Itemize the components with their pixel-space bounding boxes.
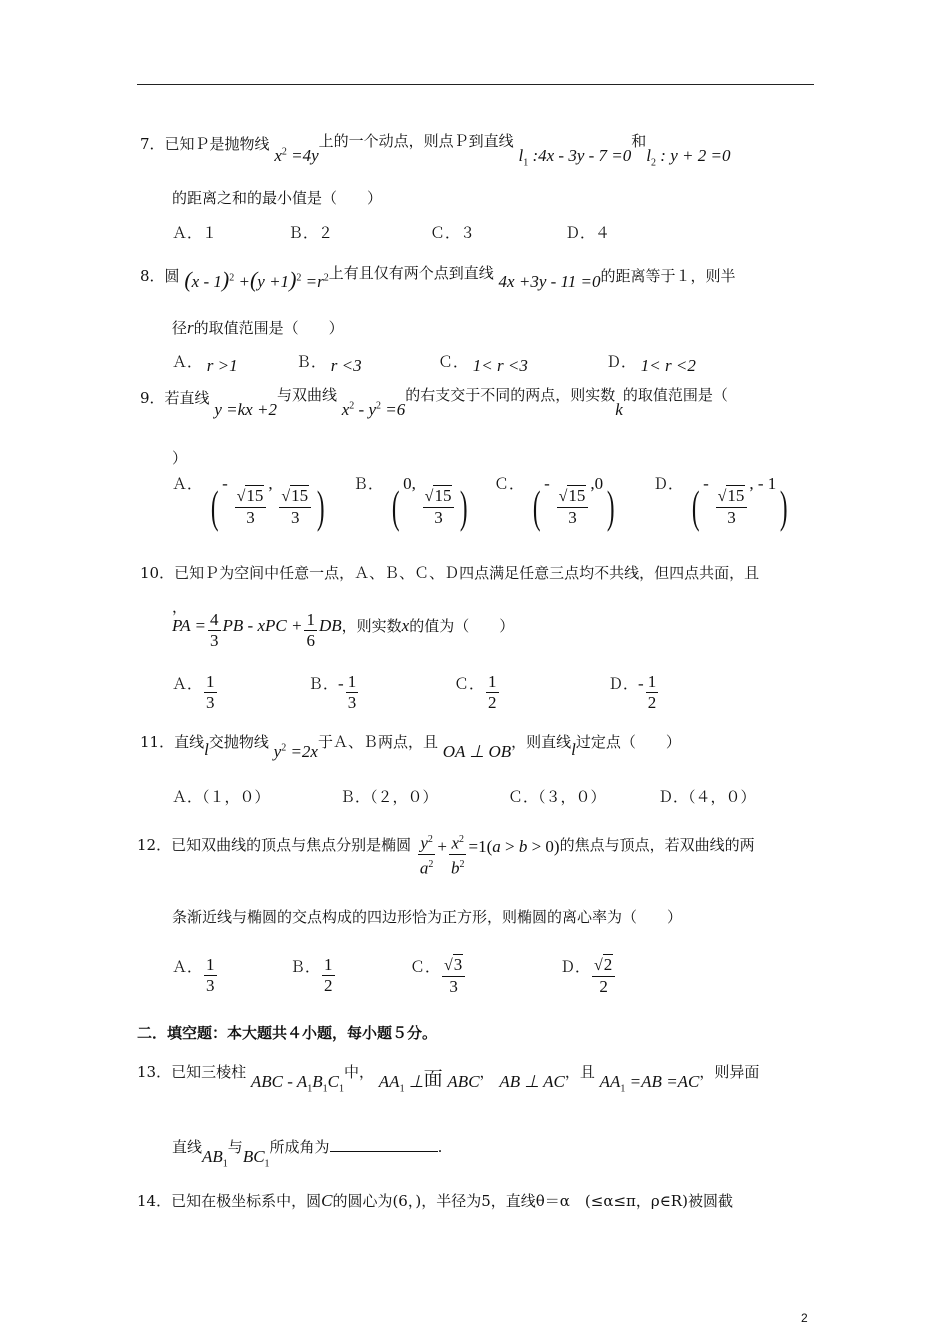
question-10-option-a[interactable]: Ａ． $\frac{1}{3}$ [172,672,215,712]
question-10-line-2: ， [172,598,188,616]
question-12-text: 的焦点与顶点，若双曲线的两 [559,836,755,855]
question-8-text: 圆 [164,267,180,285]
question-13-text: ，且 [564,1063,595,1081]
question-10-option-b[interactable]: Ｂ．- $\frac{1}{3}$ [308,672,357,712]
question-13-text: 中， [343,1063,374,1081]
question-8-text: 的取值范围是（ ） [193,319,344,337]
question-13-number: 13． [137,1063,172,1081]
question-11-text: 直线 [174,733,205,751]
question-9-line-1: 9．若直线 y =kx +2与双曲线 $x^2 - y^2 =6$的右支交于不同的两点，则实数k的取值范围是（ [140,386,728,419]
question-10-option-c[interactable]: Ｃ． $\frac{1}{2}$ [454,672,497,712]
question-14-text: 的圆心为(6，)，半径为5，直线θ＝α (≤α≤π，ρ∈R)被圆截 [332,1192,733,1210]
question-13-text: ，则异面 [699,1063,760,1081]
question-11-option-b[interactable]: Ｂ．（２，０） [340,788,438,806]
question-13-line-2: 直线$AB_1$与$BC_1$所成角为 . [172,1138,443,1170]
question-11-option-a[interactable]: Ａ．（１，０） [172,788,270,806]
question-13-line-1: 13．已知三棱柱 ABC - $A_1B_1C_1$中， $AA_1$ ⊥面 ABC， AB ⊥ AC，且 $AA_1 =AB =AC$，则异面 [137,1063,760,1095]
question-8-line-1: 8．圆 $(x - 1)^2 +(y +1)^2 =r^2$上有且仅有两个点到直线 4x +3y - 11 =0的距离等于１，则半 [140,264,736,292]
question-13-answer-blank[interactable] [330,1139,438,1152]
question-10-line-3: PA = $\frac{4}{3}$ PB - xPC + $\frac{1}{6}$ DB，则实数x的值为（ ） [172,610,515,650]
question-8-text: 径 [172,319,188,337]
question-10-text: 已知Ｐ为空间中任意一点，Ａ、Ｂ、Ｃ、Ｄ四点满足任意三点均不共线，但四点共面，且 [174,564,760,582]
question-8-text: 的距离等于１，则半 [600,267,736,285]
question-9-option-a[interactable]: Ａ． ( - $\frac{√15}{3}$ , $\frac{√15}{3}$ ) [172,474,325,532]
question-7-option-d[interactable]: Ｄ．４ [565,224,611,242]
question-13-text: ， [479,1063,495,1081]
question-8-option-a[interactable]: Ａ． r >1 [172,353,238,375]
question-13-text: 所成角为 [269,1138,330,1156]
question-7-text: 和 [631,132,647,150]
section-heading-fill-in: 二．填空题：本大题共４小题，每小题５分。 [137,1024,438,1042]
question-7-option-b[interactable]: Ｂ．２ [288,224,334,242]
question-12-line-1: 12．已知双曲线的顶点与焦点分别是椭圆 $\frac{y^2}{a^2}$ + $\frac{x^2}{b^2}$ =1(a > b > 0)的焦点与顶点，若双曲线的两 [137,830,755,878]
question-12-option-a[interactable]: Ａ． $\frac{1}{3}$ [172,955,215,995]
question-10-line-1 [140,566,759,581]
question-12-option-b[interactable]: Ｂ． $\frac{1}{2}$ [290,955,333,995]
question-11-text: 过定点（ ） [575,733,681,751]
question-10-text: 的值为（ ） [409,616,515,635]
question-9-option-d[interactable]: Ｄ． ( - $\frac{√15}{3}$ , - 1) [653,474,788,532]
question-7-option-a[interactable]: Ａ．１ [172,224,218,242]
question-9-text: 若直线 [164,389,210,407]
question-13-text: 与 [227,1138,243,1156]
question-12-number: 12． [137,836,172,855]
question-10-text: ，则实数 [341,616,402,635]
question-9-option-c[interactable]: Ｃ． ( - $\frac{√15}{3}$ ,0) [494,474,615,532]
question-9-line-2: ） [172,449,188,467]
question-8-line-2: 径r的取值范围是（ ） [172,318,344,337]
question-10-number: 10． [140,564,175,582]
question-13-text: 直线 [172,1138,203,1156]
question-8-number: 8． [140,267,165,285]
question-7-number: 7． [140,135,165,153]
question-7-option-c[interactable]: Ｃ．３ [430,224,476,242]
question-8-option-b[interactable]: Ｂ． r <3 [296,353,362,375]
question-12-line-2: 条渐近线与椭圆的交点构成的四边形恰为正方形，则椭圆的离心率为（ ） [172,908,683,926]
question-11-option-c[interactable]: Ｃ．（３，０） [508,788,606,806]
question-11-line-1: 11．直线l交抛物线 $y^2 =2x$于Ａ、Ｂ两点，且 OA ⊥ OB，则直线l过定点（ ） [140,733,681,761]
question-7-line-1: 7．已知Ｐ是抛物线 $x^2 =4y$上的一个动点，则点Ｐ到直线 $l_1$ :4x - 3y - 7 =0和$l_2$ : y + 2 =0 [140,132,731,169]
question-13-text: . [437,1138,443,1156]
question-7-text: 上的一个动点，则点Ｐ到直线 [318,132,514,150]
question-11-option-d[interactable]: Ｄ．（４，０） [658,788,756,806]
question-14-number: 14． [137,1192,172,1210]
question-11-number: 11． [140,733,175,751]
question-12-option-c[interactable]: Ｃ． $\frac{√3}{3}$ [410,955,467,997]
question-13-text: 已知三棱柱 [171,1063,247,1081]
page-number: 2 [801,1311,808,1325]
question-14-line-1: 14．已知在极坐标系中，圆C的圆心为(6，)，半径为5，直线θ＝α (≤α≤π，ρ∈R)被圆截 [137,1191,733,1210]
question-12-option-d[interactable]: Ｄ． $\frac{√2}{2}$ [560,955,617,997]
question-8-option-d[interactable]: Ｄ． 1< r <2 [606,353,696,375]
question-9-text: 的右支交于不同的两点，则实数 [405,386,616,404]
question-7-line-2: 的距离之和的最小值是（ ） [172,189,383,207]
question-10-option-d[interactable]: Ｄ．- $\frac{1}{2}$ [608,672,657,712]
question-8-option-c[interactable]: Ｃ． 1< r <3 [438,353,528,375]
question-12-text: 已知双曲线的顶点与焦点分别是椭圆 [171,836,412,855]
question-9-number: 9． [140,389,165,407]
header-rule [137,84,814,85]
question-9-text: 与双曲线 [276,386,337,404]
question-9-option-b[interactable]: Ｂ． ( 0, $\frac{√15}{3}$ ) [353,474,468,532]
question-11-text: 交抛物线 [208,733,269,751]
question-8-text: 上有且仅有两个点到直线 [328,264,494,282]
question-13-text: 面 [423,1068,443,1090]
question-14-text: 已知在极坐标系中，圆 [171,1192,322,1210]
question-7-text: 已知Ｐ是抛物线 [164,135,270,153]
question-11-text: 于Ａ、Ｂ两点，且 [317,733,438,751]
question-9-text: 的取值范围是（ [622,386,728,404]
question-11-text: ，则直线 [511,733,572,751]
